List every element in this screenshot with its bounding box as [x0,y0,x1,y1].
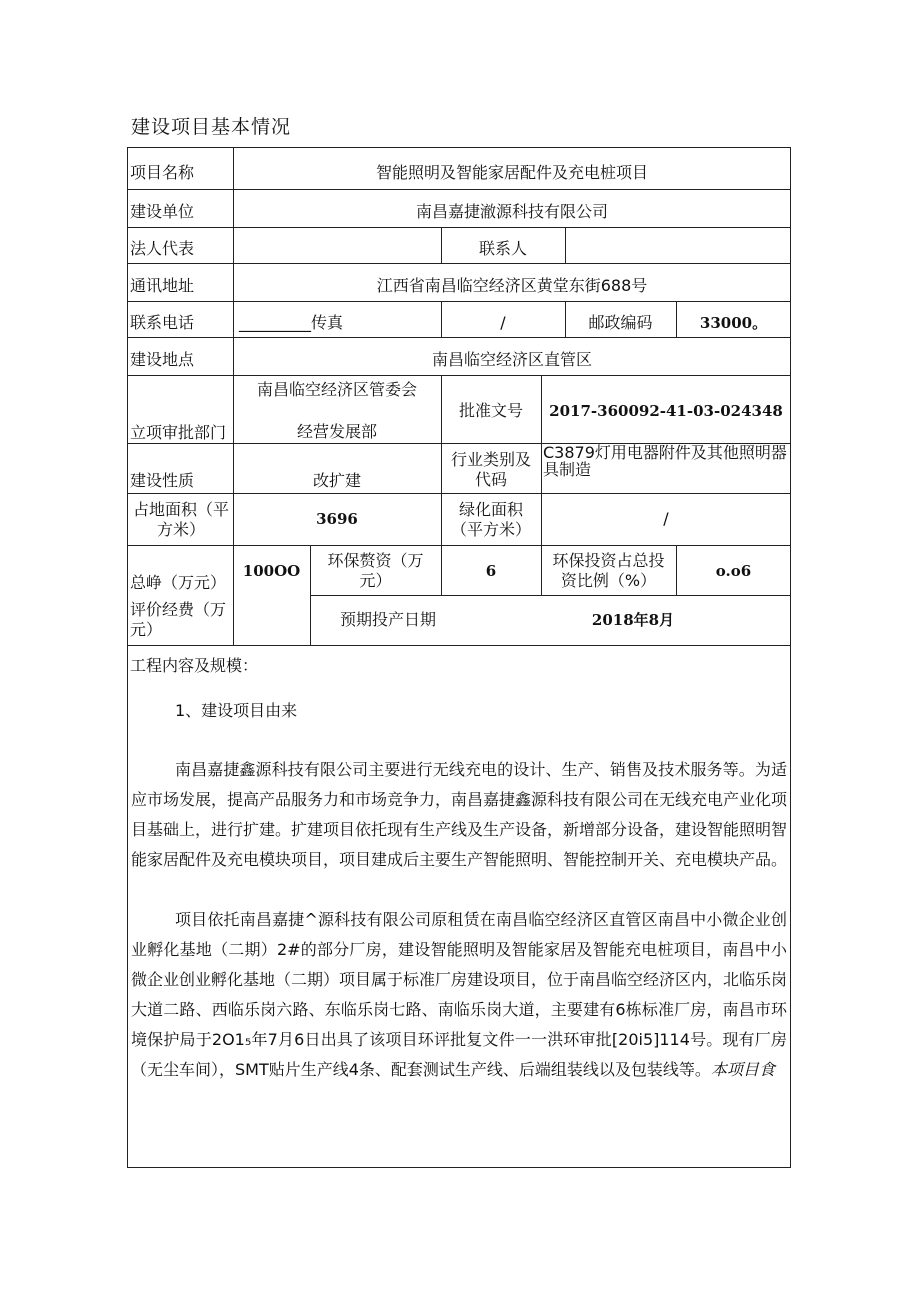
subheading: 1、建设项目由来 [175,701,298,720]
table-rule [127,545,791,546]
project-name-label: 项目名称 [130,163,195,182]
postcode-value: 33000。 [699,314,768,332]
builder-label: 建设单位 [130,202,195,221]
env-ratio-value: o.o6 [715,562,752,580]
nature-value: 改扩建 [312,471,361,490]
industry-label: 行业类别及代码 [450,450,531,489]
approval-no-value: 2017-360092-41-03-024348 [549,402,783,420]
approval-dept-line2: 经营发展部 [296,422,377,441]
builder-value: 南昌嘉捷澈源科技有限公司 [415,202,608,221]
project-name-value: 智能照明及智能家居配件及充电桩项目 [375,163,648,182]
phone-label: 联系电话 [130,313,195,332]
approval-no-label: 批准文号 [458,401,523,420]
address-value: 江西省南昌临空经济区黄堂东街688号 [376,276,648,295]
production-date-value: 2018年8月 [591,611,675,629]
nature-label: 建设性质 [130,471,195,490]
table-rule [565,227,566,263]
paragraph-1: 南昌嘉捷鑫源科技有限公司主要进行无线充电的设计、生产、销售及技术服务等。为适应市场发展，提高产品服务力和市场竞争力，南昌嘉捷鑫源科技有限公司在无线充电产业化项目基础上，进行扩建。扩建项目依托现有生产线及生产设备，新增部分设备，建设智能照明智能家居配件及充电模块项目，项目建成后主要生产智能照明、智能控制开关、充电模块产品。 [131,760,788,869]
paragraph-2-text: 项目依托南昌嘉捷^源科技有限公司原租赁在南昌临空经济区直管区南昌中小微企业创业孵化基地（二期）2#的部分厂房，建设智能照明及智能家居及智能充电桩项目，南昌中小微企业创业孵化基地（二期）项目属于标准厂房建设项目，位于南昌临空经济区内，北临乐岗大道二路、西临乐岗六路、东临乐岗七路、南临乐岗大道，主要建有6栋标准厂房，南昌市环境保护局于2O1₅年7月6日出具了该项目环评批复文件一一洪环审批[20i5]114号。现有厂房（无尘车间），SMT贴片生产线4条、配套测试生产线、后端组装线以及包装线等。 [131,910,788,1079]
legal-rep-label: 法人代表 [130,239,195,258]
postcode-label: 邮政编码 [588,313,653,332]
section-label: 工程内容及规模： [130,656,259,675]
table-rule [310,545,311,645]
table-rule [127,227,791,228]
table-rule [127,301,791,302]
env-invest-label: 环保赘资（万元） [327,551,424,590]
table-rule [127,263,791,264]
total-invest-label: 总峥（万元） [130,573,227,592]
paragraph-2-tail: 本项目食 [710,1060,775,1079]
green-value: / [663,509,669,528]
total-invest-value: 100OO [242,562,301,580]
env-ratio-label: 环保投资占总投资比例（%） [552,551,665,590]
table-rule [127,189,791,190]
contact-label: 联系人 [478,239,527,258]
table-rule [127,337,791,338]
site-value: 南昌临空经济区直管区 [431,350,592,369]
area-label: 占地面积（平方米） [132,500,229,539]
fax-value: / [500,313,506,332]
green-label: 绿化面积（平方米） [450,500,531,539]
address-label: 通讯地址 [130,276,195,295]
site-label: 建设地点 [130,350,195,369]
table-rule [310,595,791,596]
industry-value: C3879灯用电器附件及其他照明器具制造 [543,443,787,479]
area-value: 3696 [316,510,358,528]
table-rule [127,493,791,494]
table-rule [541,545,542,595]
phone-fax-value: _________传真 [239,313,344,332]
page-title: 建设项目基本情况 [131,116,292,138]
approval-dept-line1: 南昌临空经济区管委会 [256,380,417,399]
paragraph-2 [131,905,787,1085]
table-rule [127,645,791,646]
eval-fee-label: 评价经费（万元） [130,600,227,639]
table-rule [127,375,791,376]
production-date-label: 预期投产日期 [340,610,437,629]
env-invest-value: 6 [485,562,497,580]
approval-dept-label: 立项审批部门 [130,423,227,442]
